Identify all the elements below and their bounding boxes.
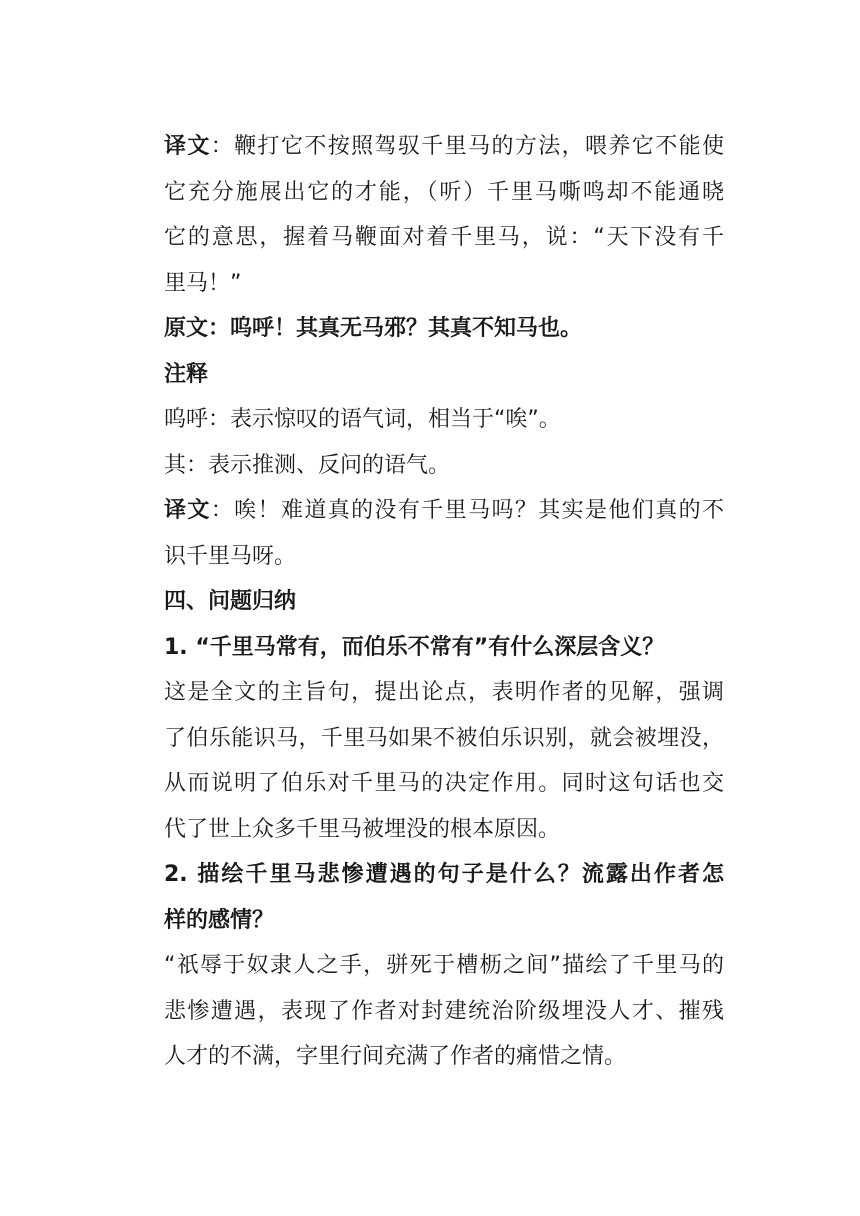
answer-2-line-3: 人才的不满，字里行间充满了作者的痛惜之情。 (164, 1044, 627, 1069)
question-1: 1. “千里马常有，而伯乐不常有”有什么深层含义？ (164, 634, 665, 660)
translation-text: ：唉！难道真的没有千里马吗？其实是他们真的不 (210, 498, 724, 523)
translation-label: 译文 (164, 498, 211, 523)
answer-1-line-3: 从而说明了伯乐对千里马的决定作用。同时这句话也交 (164, 771, 724, 796)
answer-1-line-4: 代了世上众多千里马被埋没的根本原因。 (164, 816, 561, 842)
answer-1-line-1: 这是全文的主旨句，提出论点，表明作者的见解，强调 (164, 680, 724, 705)
question-2-line-1: 2. 描绘千里马悲惨遭遇的句子是什么？流露出作者怎 (164, 862, 724, 887)
document-page (164, 124, 724, 1080)
translation-line-6: 识千里马呀。 (164, 543, 297, 569)
annotation-heading: 注释 (164, 361, 209, 387)
section-heading-summary: 四、问题归纳 (164, 589, 297, 614)
annotation-wuhu: 呜呼：表示惊叹的语气词，相当于“唉”。 (164, 407, 561, 432)
translation-label: 译文 (164, 134, 211, 159)
answer-2-line-2: 悲惨遭遇，表现了作者对封建统治阶级埋没人才、摧残 (164, 998, 724, 1024)
translation-line-3: 它的意思，握着马鞭面对着千里马，说：“天下没有千 (164, 225, 724, 250)
original-text-line: 原文：呜呼！其真无马邪？其真不知马也。 (164, 316, 583, 341)
answer-2-line-1: “祇辱于奴隶人之手，骈死于槽枥之间”描绘了千里马的 (164, 953, 724, 978)
translation-line-5 (164, 488, 724, 534)
translation-text: ：鞭打它不按照驾驭千里马的方法，喂养它不能使 (210, 134, 724, 159)
translation-line-1 (164, 124, 724, 170)
question-2-line-2: 样的感情？ (164, 907, 275, 933)
translation-line-4: 里马！” (164, 270, 242, 296)
translation-line-2: 它充分施展出它的才能，（听）千里马嘶鸣却不能通晓 (164, 179, 724, 205)
answer-1-line-2: 了伯乐能识马，千里马如果不被伯乐识别，就会被埋没， (164, 725, 724, 751)
annotation-qi: 其：表示推测、反问的语气。 (164, 452, 451, 478)
